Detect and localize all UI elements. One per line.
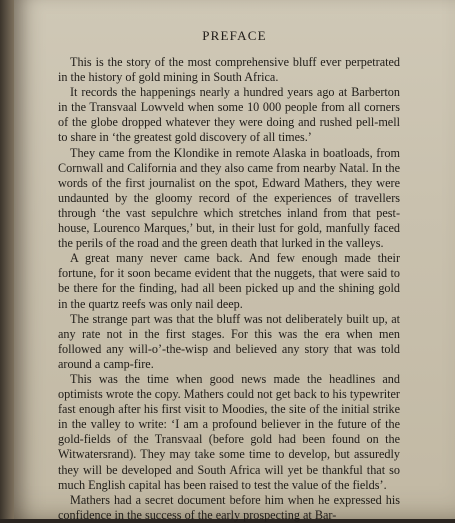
paragraph: It records the happenings nearly a hundred years ago at Barberton in the Transvaal Lowveld when some 10 000 people from all corners of the globe dropped whatever they were doing and rushed pell-mell to share in ‘the greatest gold discovery of all times.’: [58, 85, 400, 145]
paragraph: A great many never came back. And few enough made their fortune, for it soon became evident that the nuggets, that were said to be there for the finding, had all been picked up and the shining gold in the quartz reefs was only nail deep.: [58, 251, 400, 311]
book-page: [14, 0, 455, 522]
paragraph: This was the time when good news made the headlines and optimists wrote the copy. Mathers could not get back to his typewriter fast enough after his first visit to Moodies, the site of the initial strike in the valley to write: ‘I am a profound believer in the future of the gold-fields of the Transvaal (before gold had been found on the Witwatersrand). They may take some time to develop, but assuredly they will be developed and South Africa will yet be thankful that so much English capital has been raised to test the value of the fields’.: [58, 371, 400, 492]
paragraph: Mathers had a secret document before him when he expressed his confidence in the success of the early prospecting at Bar-: [58, 492, 400, 522]
paragraph: They came from the Klondike in remote Alaska in boatloads, from Cornwall and California and they also came from nearby Natal. In the words of the first journalist on the spot, Edward Mathers, they were undaunted by the gloomy record of the experiences of travellers through ‘the vast sepulchre which stretches inland from that pest-house, Lourenco Marques,’ but, in their lust for gold, manfully faced the perils of the road and the green death that lurked in the valleys.: [58, 145, 400, 251]
page-heading: PREFACE: [202, 28, 267, 43]
paragraph: The strange part was that the bluff was not deliberately built up, at any rate not in the first stages. For this was the era when men followed any will-o’-the-wisp and believed any story that was told around a camp-fire.: [58, 311, 400, 371]
body-text: [58, 55, 400, 523]
paragraph: This is the story of the most comprehensive bluff ever perpetrated in the history of gold mining in South Africa.: [58, 55, 400, 85]
